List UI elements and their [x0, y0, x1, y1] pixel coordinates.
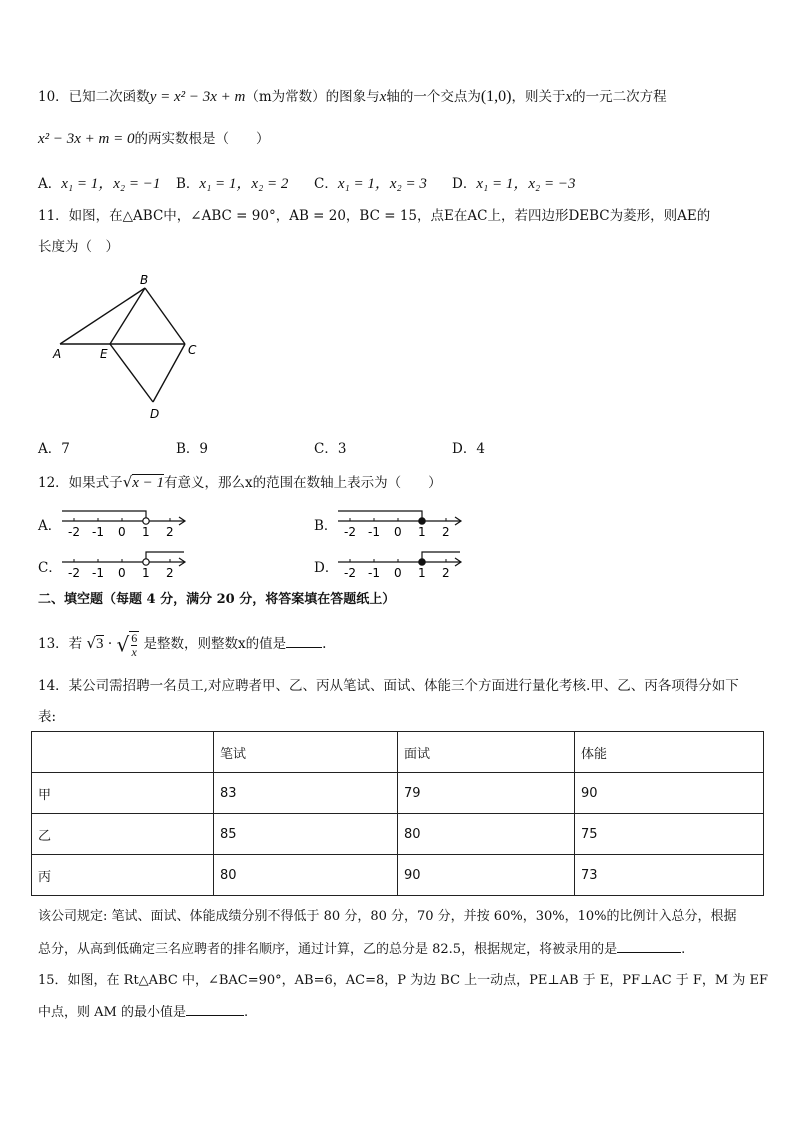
- q14-answer-blank[interactable]: [617, 940, 681, 953]
- table-header-cell: 体能: [575, 732, 764, 773]
- q10-option-a-label: A．: [38, 176, 62, 192]
- table-cell: 90: [398, 855, 575, 896]
- label-a: A: [53, 347, 62, 361]
- tick-label: -1: [368, 566, 380, 579]
- q14-score-table: [31, 731, 764, 896]
- q13-prefix: 13．若: [38, 636, 83, 652]
- table-cell: 80: [398, 814, 575, 855]
- tick-label: 2: [442, 566, 450, 579]
- q12-text-suffix: 有意义，那么x的范围在数轴上表示为（ ）: [164, 475, 442, 491]
- q12-option-a-numberline[interactable]: [58, 506, 188, 538]
- tick-label: 1: [418, 525, 426, 538]
- table-cell: 79: [398, 773, 575, 814]
- q10-text-suffix: ，则关于: [511, 89, 566, 105]
- q11-line2: 长度为（ ）: [38, 239, 119, 255]
- tick-label: 0: [394, 566, 402, 579]
- table-cell: 80: [214, 855, 398, 896]
- label-e: E: [100, 347, 108, 361]
- q10-x-variable-2: x: [565, 89, 573, 105]
- q13-answer-blank[interactable]: [286, 635, 322, 648]
- q10-option-c-label: C．: [314, 176, 338, 192]
- segment-eb: [110, 288, 145, 344]
- range-marker: [146, 552, 184, 562]
- q10-option-c-expr: x₁ = 1，x₂ = 3: [337, 176, 427, 192]
- q10-line2: [38, 130, 270, 148]
- q15-line2-end: .: [243, 1005, 249, 1020]
- table-cell: 75: [575, 814, 764, 855]
- q12-option-d-numberline[interactable]: [334, 547, 464, 579]
- q12-text-prefix: 12．如果式子: [38, 475, 123, 491]
- table-header-cell: 面试: [398, 732, 575, 773]
- q12-line: [38, 473, 442, 492]
- q15-line2-text: 中点，则 AM 的最小值是: [38, 1005, 186, 1020]
- q10-option-d[interactable]: [452, 172, 575, 193]
- table-header-cell: 笔试: [214, 732, 398, 773]
- q14-after-line2: [38, 940, 685, 959]
- q15-answer-blank[interactable]: [186, 1003, 244, 1016]
- q11-option-a[interactable]: A．7: [38, 441, 70, 457]
- tick-label: -2: [344, 566, 356, 579]
- q10-function-formula: y = x² − 3x + m: [149, 89, 246, 105]
- q10-point: (1,0): [480, 88, 512, 105]
- q14-line1: 14．某公司需招聘一名员工,对应聘者甲、乙、丙从笔试、面试、体能三个方面进行量化考核.甲、乙、丙各项得分如下: [38, 678, 739, 694]
- q11-option-c[interactable]: C．3: [314, 441, 347, 457]
- q13-fraction: [129, 631, 139, 659]
- q12-option-b-label[interactable]: B．: [314, 518, 338, 534]
- table-row: [32, 814, 764, 855]
- q10-text-mid: （m为常数）的图象与: [245, 89, 380, 105]
- table-cell: 甲: [32, 773, 214, 814]
- q10-option-d-expr: x₁ = 1，x₂ = −3: [476, 176, 576, 192]
- tick-label: 1: [142, 566, 150, 579]
- q12-option-d-label[interactable]: D．: [314, 560, 339, 576]
- label-b: B: [140, 273, 149, 287]
- q11-option-d[interactable]: D．4: [452, 441, 485, 457]
- closed-dot: [419, 518, 425, 524]
- q13-dot: ·: [107, 636, 113, 652]
- tick-label: 1: [142, 525, 150, 538]
- q10-option-b-expr: x₁ = 1，x₂ = 2: [199, 176, 289, 192]
- q11-rhombus-figure: [40, 272, 260, 422]
- tick-label: 2: [442, 525, 450, 538]
- label-d: D: [150, 407, 160, 421]
- q13-text: 是整数，则整数x的值是: [139, 636, 287, 652]
- q14-after-line1: 该公司规定: 笔试、面试、体能成绩分别不得低于 80 分，80 分，70 分，并按 60%，30%，10%的比例计入总分，根据: [38, 909, 737, 924]
- q10-option-d-label: D．: [452, 176, 477, 192]
- q12-option-a-label[interactable]: A．: [38, 518, 62, 534]
- tick-label: 1: [418, 566, 426, 579]
- label-c: C: [188, 343, 197, 357]
- q12-radical: √x − 1: [122, 473, 165, 491]
- tick-label: 0: [118, 525, 126, 538]
- q10-option-b[interactable]: [176, 172, 288, 193]
- tick-label: -2: [344, 525, 356, 538]
- open-dot: [143, 518, 149, 524]
- q15-line1: 15．如图，在 Rt△ABC 中，∠BAC=90°，AB=6，AC=8，P 为边 BC 上一动点，PE⊥AB 于 E，PF⊥AC 于 F，M 为 EF: [38, 973, 769, 988]
- q12-option-b-numberline[interactable]: [334, 506, 464, 538]
- q13-line: [38, 629, 326, 659]
- tick-label: -2: [68, 525, 80, 538]
- q13-frac-denominator: x: [131, 644, 137, 659]
- table-cell: 丙: [32, 855, 214, 896]
- tick-label: 0: [118, 566, 126, 579]
- range-marker: [338, 511, 422, 521]
- table-header-row: [32, 732, 764, 773]
- q10-x-variable: x: [379, 89, 387, 105]
- table-cell: 乙: [32, 814, 214, 855]
- q13-root3: √3: [86, 634, 104, 652]
- segment-ab: [60, 288, 145, 344]
- table-cell: 73: [575, 855, 764, 896]
- q13-root3-value: 3: [96, 636, 104, 652]
- q11-line1: 11．如图，在△ABC中，∠ABC = 90°，AB = 20，BC = 15，点E在AC上，若四边形DEBC为菱形，则AE的: [38, 208, 711, 224]
- q12-option-c-label[interactable]: C．: [38, 560, 62, 576]
- open-dot: [143, 559, 149, 565]
- q10-text-prefix: 10．已知二次函数: [38, 89, 150, 105]
- q14-after-line2-text: 总分，从高到低确定三名应聘者的排名顺序，通过计算，乙的总分是 82.5，根据规定，将被录用的是: [38, 942, 618, 957]
- table-cell: 83: [214, 773, 398, 814]
- segment-ed: [110, 344, 153, 402]
- q10-line1: [38, 88, 667, 106]
- table-row: [32, 855, 764, 896]
- q15-line2: [38, 1003, 248, 1022]
- q10-equation: x² − 3x + m = 0: [38, 131, 135, 147]
- q14-after-line2-end: .: [681, 942, 686, 957]
- q13-frac-numerator: 6: [131, 630, 138, 645]
- tick-label: -1: [92, 525, 104, 538]
- q10-option-a[interactable]: [38, 172, 160, 193]
- tick-label: 0: [394, 525, 402, 538]
- q10-line2-text: 的两实数根是（ ）: [134, 131, 270, 147]
- q10-option-c[interactable]: [314, 172, 427, 193]
- q10-option-b-label: B．: [176, 176, 200, 192]
- q10-option-a-expr: x₁ = 1，x₂ = −1: [61, 176, 161, 192]
- tick-label: -1: [92, 566, 104, 579]
- q11-option-b[interactable]: B．9: [176, 441, 209, 457]
- q12-radicand: x − 1: [132, 475, 165, 491]
- q13-frac-root: √: [116, 632, 130, 657]
- segment-dc: [153, 344, 185, 402]
- q10-text-mid2: 轴的一个交点为: [386, 89, 481, 105]
- tick-label: -2: [68, 566, 80, 579]
- table-cell: 90: [575, 773, 764, 814]
- q14-line2: 表:: [38, 709, 57, 725]
- tick-label: 2: [166, 566, 174, 579]
- range-marker: [422, 552, 460, 562]
- tick-label: 2: [166, 525, 174, 538]
- tick-label: -1: [368, 525, 380, 538]
- closed-dot: [419, 559, 425, 565]
- segment-bc: [145, 288, 185, 344]
- section-title: 二、填空题（每题 4 分，满分 20 分，将答案填在答题纸上）: [38, 592, 396, 607]
- q10-text-end: 的一元二次方程: [572, 89, 667, 105]
- table-header-cell: [32, 732, 214, 773]
- range-marker: [62, 511, 146, 521]
- table-row: [32, 773, 764, 814]
- q12-option-c-numberline[interactable]: [58, 547, 188, 579]
- q13-end: .: [322, 636, 327, 652]
- table-cell: 85: [214, 814, 398, 855]
